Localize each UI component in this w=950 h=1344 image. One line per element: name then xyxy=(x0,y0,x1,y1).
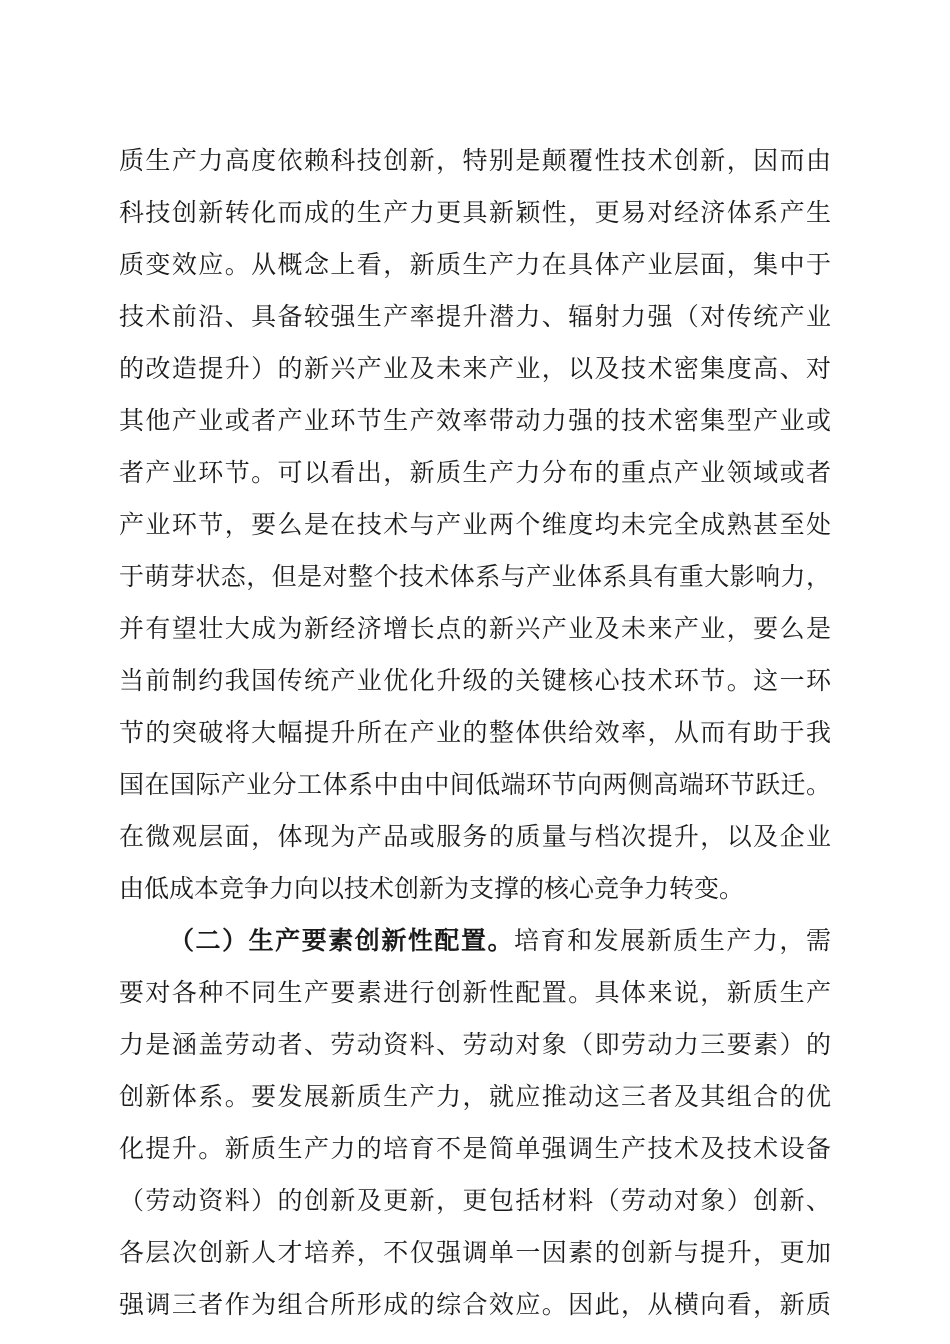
text-line: 在微观层面，体现为产品或服务的质量与档次提升，以及企业 xyxy=(119,822,831,851)
paragraph-2 xyxy=(119,915,831,1331)
text-line: 强调三者作为组合所形成的综合效应。因此，从横向看，新质 xyxy=(119,1290,831,1319)
text-line: 创新体系。要发展新质生产力，就应推动这三者及其组合的优 xyxy=(119,1082,831,1111)
body-text xyxy=(119,135,831,1331)
text-line-first xyxy=(119,915,831,967)
text-line: 当前制约我国传统产业优化升级的关键核心技术环节。这一环 xyxy=(119,666,831,695)
text-line: 力是涵盖劳动者、劳动资料、劳动对象（即劳动力三要素）的 xyxy=(119,1030,831,1059)
text-line: 于萌芽状态，但是对整个技术体系与产业体系具有重大影响力， xyxy=(119,562,831,591)
section-heading: （二）生产要素创新性配置。 xyxy=(169,926,515,955)
text-line: 由低成本竞争力向以技术创新为支撑的核心竞争力转变。 xyxy=(119,874,745,903)
text-line: 的改造提升）的新兴产业及未来产业，以及技术密集度高、对 xyxy=(119,354,831,383)
text-line: 节的突破将大幅提升所在产业的整体供给效率，从而有助于我 xyxy=(119,718,831,747)
text-line: （劳动资料）的创新及更新，更包括材料（劳动对象）创新、 xyxy=(119,1186,831,1215)
text-line: 其他产业或者产业环节生产效率带动力强的技术密集型产业或 xyxy=(119,406,831,435)
text-line: 质变效应。从概念上看，新质生产力在具体产业层面，集中于 xyxy=(119,250,831,279)
text-line: 各层次创新人才培养，不仅强调单一因素的创新与提升，更加 xyxy=(119,1238,831,1267)
text-line: 技术前沿、具备较强生产率提升潜力、辐射力强（对传统产业 xyxy=(119,302,831,331)
paragraph-1 xyxy=(119,135,831,915)
text-line: 要对各种不同生产要素进行创新性配置。具体来说，新质生产 xyxy=(119,978,831,1007)
text-line: 并有望壮大成为新经济增长点的新兴产业及未来产业，要么是 xyxy=(119,614,831,643)
text-line: 化提升。新质生产力的培育不是简单强调生产技术及技术设备 xyxy=(119,1134,831,1163)
text-line: 国在国际产业分工体系中由中间低端环节向两侧高端环节跃迁。 xyxy=(119,770,831,799)
text-line: 科技创新转化而成的生产力更具新颖性，更易对经济体系产生 xyxy=(119,198,831,227)
heading-continuation: 培育和发展新质生产力，需 xyxy=(514,926,831,955)
text-line: 者产业环节。可以看出，新质生产力分布的重点产业领域或者 xyxy=(119,458,831,487)
text-line: 产业环节，要么是在技术与产业两个维度均未完全成熟甚至处 xyxy=(119,510,831,539)
text-line: 质生产力高度依赖科技创新，特别是颠覆性技术创新，因而由 xyxy=(119,146,831,175)
